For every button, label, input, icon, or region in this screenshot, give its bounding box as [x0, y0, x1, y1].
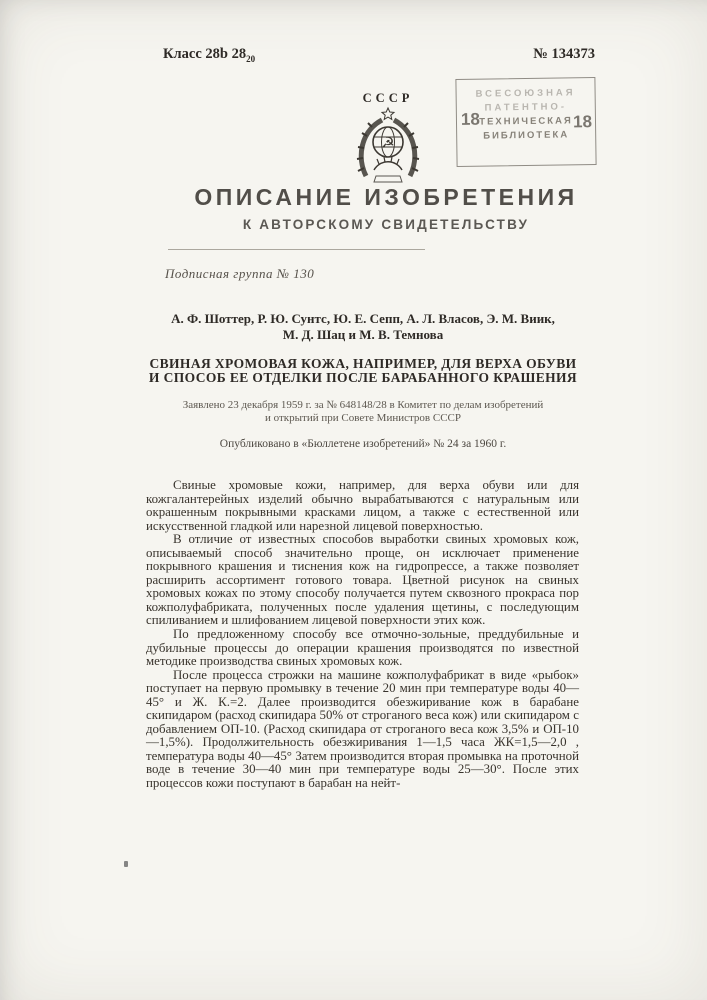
invention-title-line-1: СВИНАЯ ХРОМОВАЯ КОЖА, НАПРИМЕР, ДЛЯ ВЕРХА ОБУВИ	[149, 356, 577, 371]
document-heading	[170, 184, 602, 232]
class-label-subscript: 20	[246, 53, 256, 64]
stamp-line-1: ВСЕСОЮЗНАЯ	[475, 87, 576, 100]
page-subtitle: К АВТОРСКОМУ СВИДЕТЕЛЬСТВУ	[242, 217, 530, 232]
publication-info: Опубликовано в «Бюллетене изобретений» № 24 за 1960 г.	[219, 438, 507, 450]
stamp-line-2: ПАТЕНТНО-	[484, 101, 568, 114]
document-body	[146, 479, 579, 791]
invention-title	[146, 357, 580, 384]
invention-title-line-2: И СПОСОБ ЕЕ ОТДЕЛКИ ПОСЛЕ БАРАБАННОГО КРАШЕНИЯ	[148, 369, 578, 385]
filing-line-2: и открытий при Совете Министров СССР	[264, 412, 461, 424]
stamp-line-4: БИБЛИОТЕКА	[483, 129, 570, 142]
svg-text:☭: ☭	[381, 134, 395, 152]
body-paragraph: После процесса строжки на машине кожполуфабрикат в виде «рыбок» поступает на первую промывку в течение 20 мин при температуре воды 40—45° и Ж. К.=2. Далее производится обезжиривание кож в барабане скипидаром (расход скипидара 50% от строганого веса кож) или скипидаром с добавлением ОП-10. (Расход скипидара от строганого веса кож 3,5% и ОП-10—1,5%). Продолжительность обезжиривания 1—1,5 часа ЖК=1,5—2,0 , температура воды 40—45° Затем производится вторая промывка на проточной воде в течение 30—40 мин при температуре воды 25—30°. После этих процессов кожи поступают в барабан на нейт-	[146, 667, 579, 791]
class-label	[163, 46, 255, 64]
header-row	[163, 46, 595, 64]
stamp-number-left: 18	[460, 109, 481, 129]
stamp-number-right: 18	[572, 112, 593, 132]
authors-line-1: А. Ф. Шоттер, Р. Ю. Сунтс, Ю. Е. Сепп, А. Л. Власов, Э. М. Виик,	[171, 311, 555, 326]
body-paragraph: В отличие от известных способов выработки свиных хромовых кож, описываемый способ значительно проще, он исключает применение покрывного крашения и тиснения кож на гидропрессе, а также позволяет расширить ассортимент готового товара. Цветной рисунок на свиных хромовых кожах по этому способу получается путем сквозного прокраса пор кожполуфабриката, полученных после удаления щетины, с последующим спиливанием и шлифованием лицевой поверхности этих кож.	[146, 532, 579, 628]
authors-line-2: М. Д. Шац и М. В. Темнова	[282, 327, 444, 342]
body-paragraph: По предложенному способу все отмочно-зольные, преддубильные и дубильные процессы до операции крашения производятся по известной методике производства свиных хромовых кож.	[146, 627, 579, 669]
authors-block	[146, 311, 580, 343]
class-label-text: Класс 28b 28	[163, 46, 247, 62]
stamp-line-3: ТЕХНИЧЕСКАЯ	[479, 115, 573, 128]
ussr-label: СССР	[362, 91, 414, 105]
subscription-group: Подписная группа № 130	[165, 266, 315, 281]
library-stamp	[455, 77, 596, 167]
filing-line-1: Заявлено 23 декабря 1959 г. за № 648148/28 в Комитет по делам изобретений	[182, 399, 544, 411]
ussr-coat-of-arms-icon	[352, 106, 424, 184]
filing-info	[146, 399, 580, 425]
scan-artifact	[124, 861, 128, 867]
body-paragraph: Свиные хромовые кожи, например, для верха обуви или для кожгалантерейных изделий обычно вырабатываются с натуральным или окрашенным покрывными красками лицом, а также с естественной или искусственной гладкой или нарезной лицевой поверхностью.	[146, 478, 579, 533]
page-title: ОПИСАНИЕ ИЗОБРЕТЕНИЯ	[194, 184, 578, 210]
divider-line	[168, 249, 425, 250]
document-number: № 134373	[533, 46, 595, 62]
